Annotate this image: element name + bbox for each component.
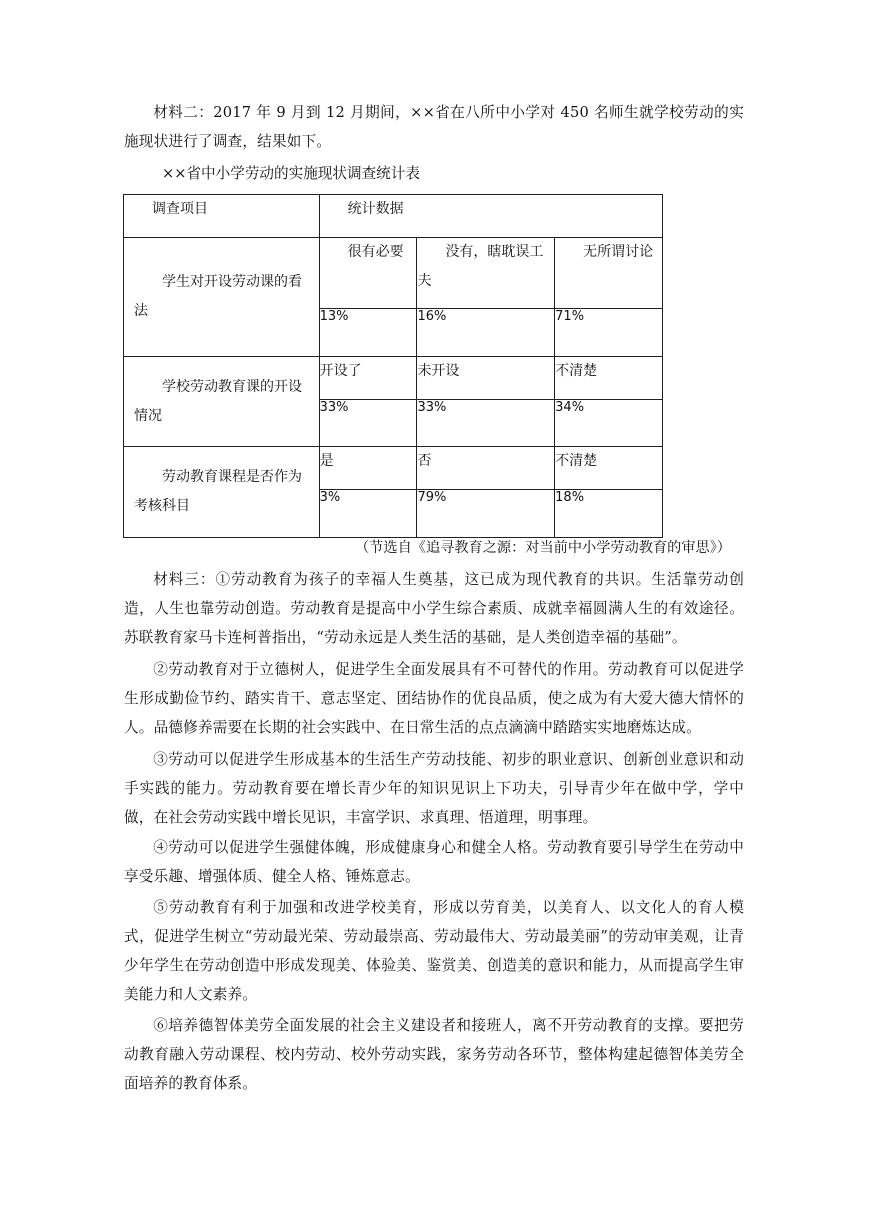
value-cell: 33% xyxy=(319,400,417,447)
material3-paragraph-4: ④劳动可以促进学生强健体魄，形成健康身心和健全人格。劳动教育要引导学生在劳动中享受乐趣、增强体质、健全人格、锤炼意志。 xyxy=(124,839,744,885)
option-cell: 不清楚 xyxy=(555,357,663,400)
material3-paragraph-1: 材料三：①劳动教育为孩子的幸福人生奠基，这已成为现代教育的共识。生活靠劳动创造，人生也靠劳动创造。劳动教育是提高中小学生综合素质、成就幸福圆满人生的有效途径。苏联教育家马卡连柯普指出，“劳动永远是人类生活的基础，是人类创造幸福的基础”。 xyxy=(124,571,744,646)
value-cell: 3% xyxy=(319,490,417,538)
option-cell: 很有必要 xyxy=(319,238,417,309)
option-cell: 无所谓讨论 xyxy=(555,238,663,309)
value-cell: 33% xyxy=(417,400,555,447)
table-row xyxy=(124,447,663,490)
row-item: 学校劳动教育课的开设情况 xyxy=(124,357,320,447)
option-cell: 未开设 xyxy=(417,357,555,400)
survey-table xyxy=(123,194,663,538)
value-cell: 71% xyxy=(555,309,663,357)
value-cell: 34% xyxy=(555,400,663,447)
material3-paragraph-6: ⑥培养德智体美劳全面发展的社会主义建设者和接班人，离不开劳动教育的支撑。要把劳动教育融入劳动课程、校内劳动、校外劳动实践，家务劳动各环节，整体构建起德智体美劳全面培养的教育体系。 xyxy=(124,1017,744,1092)
material3-paragraph-2: ②劳动教育对于立德树人，促进学生全面发展具有不可替代的作用。劳动教育可以促进学生形成勤俭节约、踏实肯干、意志坚定、团结协作的优良品质，使之成为有大爱大德大情怀的人。品德修养需要在长期的社会实践中、在日常生活的点点滴滴中踏踏实实地磨炼达成。 xyxy=(124,661,744,736)
option-cell: 没有，瞎耽误工夫 xyxy=(417,238,555,309)
value-cell: 16% xyxy=(417,309,555,357)
material2-intro: 材料二：2017 年 9 月到 12 月期间，××省在八所中小学对 450 名师生就学校劳动的实施现状进行了调查，结果如下。 xyxy=(124,104,744,150)
table-caption: ××省中小学劳动的实施现状调查统计表 xyxy=(162,165,420,182)
table-header-row xyxy=(124,195,663,238)
table-row xyxy=(124,238,663,309)
material3-paragraph-3: ③劳动可以促进学生形成基本的生活生产劳动技能、初步的职业意识、创新创业意识和动手实践的能力。劳动教育要在增长青少年的知识见识上下功夫，引导青少年在做中学，学中做，在社会劳动实践中增长见识，丰富学识、求真理、悟道理，明事理。 xyxy=(124,751,744,826)
value-cell: 79% xyxy=(417,490,555,538)
option-cell: 否 xyxy=(417,447,555,490)
row-item: 学生对开设劳动课的看法 xyxy=(124,238,320,357)
table-row xyxy=(124,357,663,400)
material3-paragraph-5: ⑤劳动教育有利于加强和改进学校美育，形成以劳育美，以美育人、以文化人的育人模式，促进学生树立“劳动最光荣、劳动最崇高、劳动最伟大、劳动最美丽”的劳动审美观，让青少年学生在劳动创造中形成发现美、体验美、鉴赏美、创造美的意识和能力，从而提高学生审美能力和人文素养。 xyxy=(124,899,744,1003)
option-cell: 开设了 xyxy=(319,357,417,400)
header-data: 统计数据 xyxy=(319,195,662,238)
header-item: 调查项目 xyxy=(124,195,320,238)
option-cell: 不清楚 xyxy=(555,447,663,490)
source-note: （节选自《追寻教育之源：对当前中小学劳动教育的审思》） xyxy=(355,540,731,556)
row-item: 劳动教育课程是否作为考核科目 xyxy=(124,447,320,538)
value-cell: 13% xyxy=(319,309,417,357)
option-cell: 是 xyxy=(319,447,417,490)
value-cell: 18% xyxy=(555,490,663,538)
